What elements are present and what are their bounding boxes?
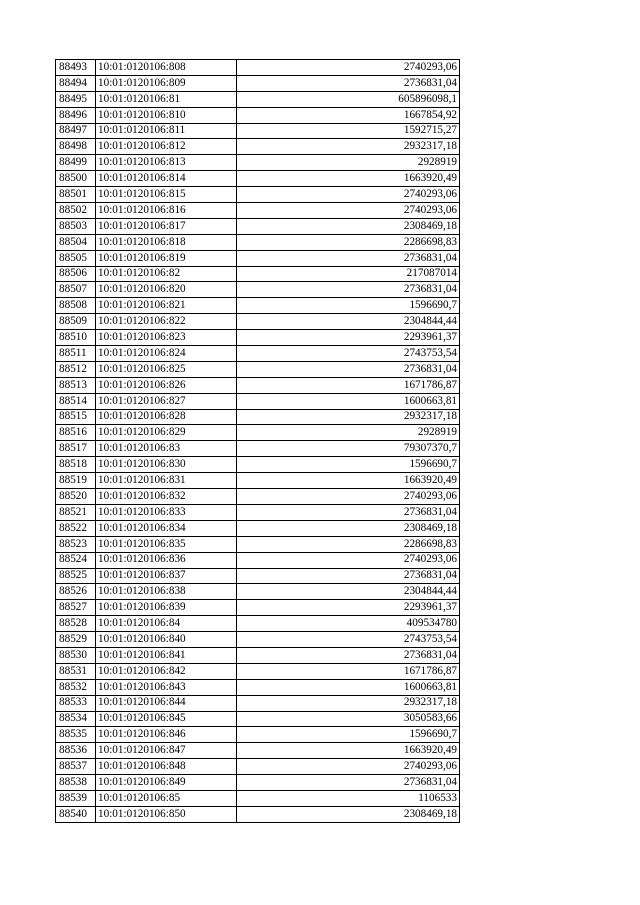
row-number-cell: 88511 bbox=[56, 346, 96, 362]
table-row bbox=[56, 632, 460, 648]
cadastral-number-cell: 10:01:0120106:840 bbox=[96, 632, 237, 648]
data-table bbox=[55, 59, 460, 823]
row-number-cell: 88523 bbox=[56, 536, 96, 552]
value-cell: 2286698,83 bbox=[237, 536, 460, 552]
value-cell: 2740293,06 bbox=[237, 489, 460, 505]
value-cell: 1592715,27 bbox=[237, 123, 460, 139]
table-row bbox=[56, 218, 460, 234]
row-number-cell: 88501 bbox=[56, 187, 96, 203]
row-number-cell: 88500 bbox=[56, 171, 96, 187]
cadastral-number-cell: 10:01:0120106:847 bbox=[96, 743, 237, 759]
value-cell: 2736831,04 bbox=[237, 250, 460, 266]
value-cell: 605896098,1 bbox=[237, 91, 460, 107]
value-cell: 2932317,18 bbox=[237, 409, 460, 425]
table-row bbox=[56, 266, 460, 282]
cadastral-number-cell: 10:01:0120106:83 bbox=[96, 441, 237, 457]
value-cell: 1600663,81 bbox=[237, 679, 460, 695]
cadastral-number-cell: 10:01:0120106:844 bbox=[96, 695, 237, 711]
cadastral-number-cell: 10:01:0120106:824 bbox=[96, 346, 237, 362]
cadastral-number-cell: 10:01:0120106:848 bbox=[96, 759, 237, 775]
value-cell: 1663920,49 bbox=[237, 473, 460, 489]
cadastral-number-cell: 10:01:0120106:834 bbox=[96, 520, 237, 536]
table-row bbox=[56, 203, 460, 219]
table-row bbox=[56, 679, 460, 695]
cadastral-number-cell: 10:01:0120106:837 bbox=[96, 568, 237, 584]
value-cell: 2308469,18 bbox=[237, 218, 460, 234]
value-cell: 1671786,87 bbox=[237, 377, 460, 393]
value-cell: 2743753,54 bbox=[237, 632, 460, 648]
table-row bbox=[56, 139, 460, 155]
cadastral-number-cell: 10:01:0120106:831 bbox=[96, 473, 237, 489]
table-row bbox=[56, 600, 460, 616]
row-number-cell: 88510 bbox=[56, 330, 96, 346]
value-cell: 2736831,04 bbox=[237, 504, 460, 520]
cadastral-number-cell: 10:01:0120106:849 bbox=[96, 775, 237, 791]
value-cell: 2308469,18 bbox=[237, 806, 460, 822]
row-number-cell: 88493 bbox=[56, 60, 96, 76]
value-cell: 79307370,7 bbox=[237, 441, 460, 457]
value-cell: 2928919 bbox=[237, 155, 460, 171]
table-row bbox=[56, 377, 460, 393]
value-cell: 1671786,87 bbox=[237, 663, 460, 679]
row-number-cell: 88519 bbox=[56, 473, 96, 489]
table-row bbox=[56, 171, 460, 187]
value-cell: 2293961,37 bbox=[237, 330, 460, 346]
value-cell: 2736831,04 bbox=[237, 568, 460, 584]
row-number-cell: 88509 bbox=[56, 314, 96, 330]
value-cell: 2736831,04 bbox=[237, 282, 460, 298]
value-cell: 1596690,7 bbox=[237, 298, 460, 314]
table-row bbox=[56, 91, 460, 107]
row-number-cell: 88539 bbox=[56, 790, 96, 806]
value-cell: 1596690,7 bbox=[237, 727, 460, 743]
table-row bbox=[56, 441, 460, 457]
table-row bbox=[56, 520, 460, 536]
value-cell: 1663920,49 bbox=[237, 743, 460, 759]
value-cell: 2932317,18 bbox=[237, 695, 460, 711]
row-number-cell: 88527 bbox=[56, 600, 96, 616]
table-row bbox=[56, 743, 460, 759]
table-row bbox=[56, 536, 460, 552]
cadastral-number-cell: 10:01:0120106:828 bbox=[96, 409, 237, 425]
table-row bbox=[56, 298, 460, 314]
cadastral-number-cell: 10:01:0120106:820 bbox=[96, 282, 237, 298]
row-number-cell: 88533 bbox=[56, 695, 96, 711]
table-row bbox=[56, 107, 460, 123]
row-number-cell: 88518 bbox=[56, 457, 96, 473]
value-cell: 2740293,06 bbox=[237, 60, 460, 76]
table-row bbox=[56, 234, 460, 250]
table-row bbox=[56, 489, 460, 505]
value-cell: 3050583,66 bbox=[237, 711, 460, 727]
cadastral-number-cell: 10:01:0120106:819 bbox=[96, 250, 237, 266]
row-number-cell: 88538 bbox=[56, 775, 96, 791]
row-number-cell: 88496 bbox=[56, 107, 96, 123]
row-number-cell: 88521 bbox=[56, 504, 96, 520]
table-row bbox=[56, 695, 460, 711]
cadastral-number-cell: 10:01:0120106:839 bbox=[96, 600, 237, 616]
cadastral-number-cell: 10:01:0120106:850 bbox=[96, 806, 237, 822]
table-row bbox=[56, 75, 460, 91]
value-cell: 2736831,04 bbox=[237, 361, 460, 377]
cadastral-number-cell: 10:01:0120106:85 bbox=[96, 790, 237, 806]
table-row bbox=[56, 425, 460, 441]
table-row bbox=[56, 647, 460, 663]
value-cell: 2293961,37 bbox=[237, 600, 460, 616]
cadastral-number-cell: 10:01:0120106:841 bbox=[96, 647, 237, 663]
row-number-cell: 88524 bbox=[56, 552, 96, 568]
value-cell: 2932317,18 bbox=[237, 139, 460, 155]
cadastral-number-cell: 10:01:0120106:816 bbox=[96, 203, 237, 219]
value-cell: 217087014 bbox=[237, 266, 460, 282]
table-row bbox=[56, 393, 460, 409]
table-row bbox=[56, 759, 460, 775]
cadastral-number-cell: 10:01:0120106:827 bbox=[96, 393, 237, 409]
value-cell: 2304844,44 bbox=[237, 584, 460, 600]
cadastral-number-cell: 10:01:0120106:809 bbox=[96, 75, 237, 91]
table-row bbox=[56, 60, 460, 76]
value-cell: 2304844,44 bbox=[237, 314, 460, 330]
value-cell: 2736831,04 bbox=[237, 75, 460, 91]
cadastral-number-cell: 10:01:0120106:815 bbox=[96, 187, 237, 203]
row-number-cell: 88497 bbox=[56, 123, 96, 139]
row-number-cell: 88535 bbox=[56, 727, 96, 743]
value-cell: 2928919 bbox=[237, 425, 460, 441]
table-row bbox=[56, 409, 460, 425]
row-number-cell: 88516 bbox=[56, 425, 96, 441]
cadastral-number-cell: 10:01:0120106:825 bbox=[96, 361, 237, 377]
row-number-cell: 88522 bbox=[56, 520, 96, 536]
table-row bbox=[56, 775, 460, 791]
cadastral-number-cell: 10:01:0120106:84 bbox=[96, 616, 237, 632]
cadastral-number-cell: 10:01:0120106:823 bbox=[96, 330, 237, 346]
cadastral-number-cell: 10:01:0120106:813 bbox=[96, 155, 237, 171]
value-cell: 1600663,81 bbox=[237, 393, 460, 409]
cadastral-number-cell: 10:01:0120106:833 bbox=[96, 504, 237, 520]
value-cell: 2736831,04 bbox=[237, 647, 460, 663]
row-number-cell: 88528 bbox=[56, 616, 96, 632]
row-number-cell: 88531 bbox=[56, 663, 96, 679]
row-number-cell: 88517 bbox=[56, 441, 96, 457]
value-cell: 1596690,7 bbox=[237, 457, 460, 473]
row-number-cell: 88536 bbox=[56, 743, 96, 759]
table-row bbox=[56, 568, 460, 584]
table-row bbox=[56, 123, 460, 139]
row-number-cell: 88494 bbox=[56, 75, 96, 91]
table-row bbox=[56, 504, 460, 520]
value-cell: 2740293,06 bbox=[237, 759, 460, 775]
row-number-cell: 88498 bbox=[56, 139, 96, 155]
row-number-cell: 88514 bbox=[56, 393, 96, 409]
cadastral-number-cell: 10:01:0120106:81 bbox=[96, 91, 237, 107]
row-number-cell: 88513 bbox=[56, 377, 96, 393]
cadastral-number-cell: 10:01:0120106:846 bbox=[96, 727, 237, 743]
cadastral-number-cell: 10:01:0120106:822 bbox=[96, 314, 237, 330]
cadastral-number-cell: 10:01:0120106:838 bbox=[96, 584, 237, 600]
table-row bbox=[56, 330, 460, 346]
row-number-cell: 88504 bbox=[56, 234, 96, 250]
table-body bbox=[56, 60, 460, 823]
cadastral-number-cell: 10:01:0120106:817 bbox=[96, 218, 237, 234]
row-number-cell: 88512 bbox=[56, 361, 96, 377]
cadastral-number-cell: 10:01:0120106:821 bbox=[96, 298, 237, 314]
cadastral-number-cell: 10:01:0120106:832 bbox=[96, 489, 237, 505]
cadastral-number-cell: 10:01:0120106:845 bbox=[96, 711, 237, 727]
cadastral-number-cell: 10:01:0120106:808 bbox=[96, 60, 237, 76]
table-row bbox=[56, 663, 460, 679]
cadastral-number-cell: 10:01:0120106:830 bbox=[96, 457, 237, 473]
value-cell: 2740293,06 bbox=[237, 552, 460, 568]
row-number-cell: 88520 bbox=[56, 489, 96, 505]
value-cell: 1106533 bbox=[237, 790, 460, 806]
value-cell: 1663920,49 bbox=[237, 171, 460, 187]
row-number-cell: 88499 bbox=[56, 155, 96, 171]
cadastral-number-cell: 10:01:0120106:82 bbox=[96, 266, 237, 282]
cadastral-number-cell: 10:01:0120106:842 bbox=[96, 663, 237, 679]
value-cell: 409534780 bbox=[237, 616, 460, 632]
table-row bbox=[56, 155, 460, 171]
table-row bbox=[56, 346, 460, 362]
table-row bbox=[56, 282, 460, 298]
table-row bbox=[56, 457, 460, 473]
table-row bbox=[56, 711, 460, 727]
value-cell: 2743753,54 bbox=[237, 346, 460, 362]
row-number-cell: 88537 bbox=[56, 759, 96, 775]
row-number-cell: 88515 bbox=[56, 409, 96, 425]
table-row bbox=[56, 314, 460, 330]
row-number-cell: 88540 bbox=[56, 806, 96, 822]
cadastral-number-cell: 10:01:0120106:829 bbox=[96, 425, 237, 441]
value-cell: 2740293,06 bbox=[237, 187, 460, 203]
row-number-cell: 88532 bbox=[56, 679, 96, 695]
table-row bbox=[56, 361, 460, 377]
value-cell: 2286698,83 bbox=[237, 234, 460, 250]
row-number-cell: 88495 bbox=[56, 91, 96, 107]
cadastral-number-cell: 10:01:0120106:811 bbox=[96, 123, 237, 139]
row-number-cell: 88505 bbox=[56, 250, 96, 266]
cadastral-number-cell: 10:01:0120106:812 bbox=[96, 139, 237, 155]
row-number-cell: 88534 bbox=[56, 711, 96, 727]
value-cell: 1667854,92 bbox=[237, 107, 460, 123]
cadastral-number-cell: 10:01:0120106:814 bbox=[96, 171, 237, 187]
cadastral-number-cell: 10:01:0120106:818 bbox=[96, 234, 237, 250]
table-row bbox=[56, 187, 460, 203]
cadastral-number-cell: 10:01:0120106:826 bbox=[96, 377, 237, 393]
cadastral-number-cell: 10:01:0120106:835 bbox=[96, 536, 237, 552]
cadastral-number-cell: 10:01:0120106:810 bbox=[96, 107, 237, 123]
row-number-cell: 88503 bbox=[56, 218, 96, 234]
table-row bbox=[56, 727, 460, 743]
value-cell: 2736831,04 bbox=[237, 775, 460, 791]
table-row bbox=[56, 473, 460, 489]
row-number-cell: 88526 bbox=[56, 584, 96, 600]
row-number-cell: 88525 bbox=[56, 568, 96, 584]
table-row bbox=[56, 552, 460, 568]
row-number-cell: 88502 bbox=[56, 203, 96, 219]
table-row bbox=[56, 616, 460, 632]
table-row bbox=[56, 584, 460, 600]
table-row bbox=[56, 790, 460, 806]
cadastral-number-cell: 10:01:0120106:843 bbox=[96, 679, 237, 695]
value-cell: 2740293,06 bbox=[237, 203, 460, 219]
cadastral-number-cell: 10:01:0120106:836 bbox=[96, 552, 237, 568]
table-row bbox=[56, 250, 460, 266]
row-number-cell: 88507 bbox=[56, 282, 96, 298]
row-number-cell: 88530 bbox=[56, 647, 96, 663]
row-number-cell: 88508 bbox=[56, 298, 96, 314]
row-number-cell: 88506 bbox=[56, 266, 96, 282]
row-number-cell: 88529 bbox=[56, 632, 96, 648]
table-row bbox=[56, 806, 460, 822]
value-cell: 2308469,18 bbox=[237, 520, 460, 536]
